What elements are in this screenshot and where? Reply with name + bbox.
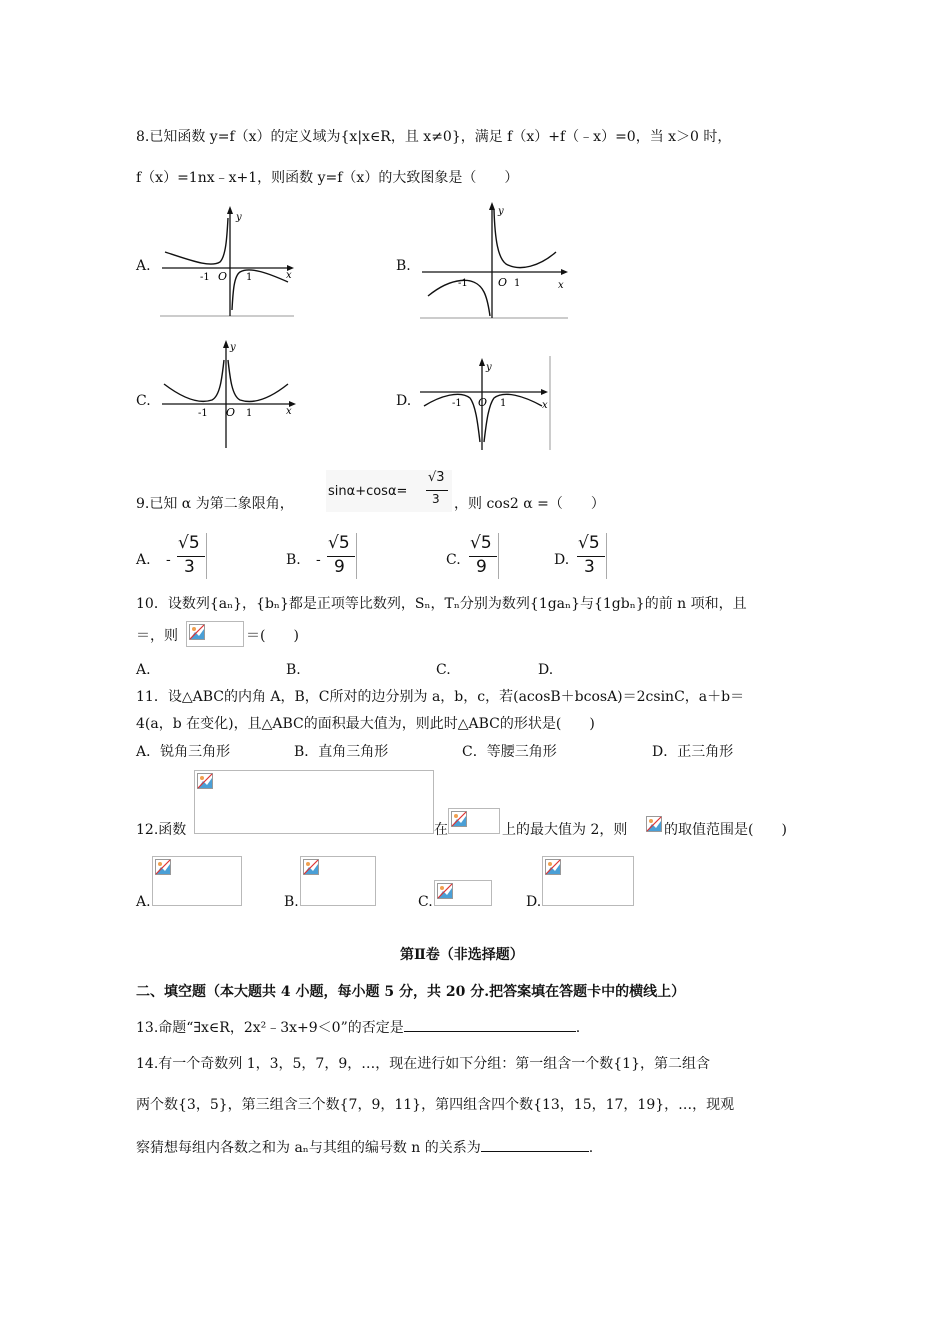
- fraction-numerator: √5: [578, 533, 600, 553]
- q13-text: [136, 1017, 580, 1038]
- q8-option-b-label: B.: [396, 258, 411, 274]
- q10-line2-b: ＝( ): [246, 628, 299, 644]
- q8-option-d-label: D.: [396, 393, 412, 409]
- q11-line2: 4(a，b 在变化)，且△ABC的面积最大值为，则此时△ABC的形状是( ): [136, 716, 595, 732]
- q9-option-d-label: D.: [554, 552, 570, 568]
- q12-option-a-label: A.: [136, 894, 151, 910]
- q8-graph-c: [160, 338, 300, 450]
- tick-neg1: -1: [458, 278, 468, 289]
- q13-end: .: [575, 1020, 581, 1036]
- q8-line2: f（x）=1nx﹣x+1，则函数 y=f（x）的大致图象是（ ）: [136, 170, 519, 186]
- broken-image-icon: [646, 816, 662, 832]
- q14-line3: [136, 1137, 593, 1158]
- fraction-numerator: √5: [470, 533, 492, 553]
- q10-option-a: A.: [136, 662, 151, 678]
- tick-neg1: -1: [200, 272, 210, 283]
- axis-y-label: y: [486, 362, 492, 373]
- axis-y-label: y: [236, 212, 242, 223]
- q9-formula-den: 3: [432, 492, 440, 506]
- q11-option-b: B．直角三角形: [294, 744, 389, 760]
- q12-prefix: 12.函数: [136, 822, 187, 838]
- q12-option-a-image: [152, 856, 242, 906]
- fraction-denominator: 9: [476, 557, 487, 577]
- q9-option-c-fraction: [468, 533, 499, 579]
- broken-image-icon: [451, 811, 467, 827]
- q13-answer-blank[interactable]: [404, 1017, 576, 1032]
- broken-image-icon: [545, 859, 561, 875]
- broken-image-icon: [155, 859, 171, 875]
- q9-formula-num: √3: [428, 470, 445, 485]
- q10-line2-a: ＝，则: [136, 628, 178, 644]
- q12-mid2: 上的最大值为 2，则: [502, 822, 628, 838]
- axis-x-label: x: [286, 270, 292, 281]
- q8-graph-b: [420, 200, 572, 320]
- tick-neg1: -1: [452, 398, 462, 409]
- q12-option-d-label: D.: [526, 894, 542, 910]
- origin-label: O: [478, 396, 488, 409]
- q8-option-a-label: A.: [136, 258, 151, 274]
- q13-question: 13.命题“∃x∈R，2x²﹣3x+9＜0”的否定是: [136, 1020, 404, 1036]
- tick-1: 1: [500, 398, 507, 409]
- q10-line1: 10．设数列{aₙ}，{bₙ}都是正项等比数列，Sₙ，Tₙ分别为数列{1gaₙ}与{1gbₙ}的前 n 项和，且: [136, 596, 747, 612]
- tick-1: 1: [246, 408, 253, 419]
- q10-option-c: C.: [436, 662, 451, 678]
- q12-option-c-label: C.: [418, 894, 433, 910]
- fraction-numerator: √5: [178, 533, 200, 553]
- q9-option-a-sign: -: [166, 552, 171, 568]
- q14-line1: 14.有一个奇数列 1，3，5，7，9，…，现在进行如下分组：第一组含一个数{1}，第二组含: [136, 1056, 710, 1072]
- broken-image-icon: [197, 773, 213, 789]
- tick-1: 1: [514, 278, 521, 289]
- part2-section-heading: 二、填空题（本大题共 4 小题，每小题 5 分，共 20 分.把答案填在答题卡中的横线上）: [136, 984, 686, 1000]
- fraction-denominator: 3: [584, 557, 595, 577]
- broken-image-icon: [303, 859, 319, 875]
- q9-option-d-fraction: [576, 533, 607, 579]
- q9-formula: [326, 470, 452, 512]
- axis-x-label: x: [542, 400, 548, 411]
- q12-option-b-image: [300, 856, 376, 906]
- q8-option-c-label: C.: [136, 393, 151, 409]
- axis-y-label: y: [498, 206, 504, 217]
- origin-label: O: [226, 406, 236, 419]
- q11-option-c: C．等腰三角形: [462, 744, 557, 760]
- q8-graph-d: [420, 356, 556, 452]
- q14-answer-blank[interactable]: [481, 1137, 589, 1152]
- q10-option-b: B.: [286, 662, 301, 678]
- axis-x-label: x: [286, 406, 292, 417]
- q9-option-a-label: A.: [136, 552, 151, 568]
- q12-option-c-image: [434, 880, 492, 906]
- q8-line1: 8.已知函数 y=f（x）的定义域为{x|x∈R，且 x≠0}，满足 f（x）+f（﹣x）=0，当 x＞0 时，: [136, 129, 732, 145]
- q9-option-a-fraction: [176, 533, 207, 579]
- origin-label: O: [498, 276, 508, 289]
- q12-param-image: [646, 816, 664, 836]
- q9-option-b-label: B.: [286, 552, 301, 568]
- fraction-numerator: √5: [328, 533, 350, 553]
- tick-neg1: -1: [198, 408, 208, 419]
- q12-option-d-image: [542, 856, 634, 906]
- q12-option-b-label: B.: [284, 894, 299, 910]
- q11-option-d: D．正三角形: [652, 744, 734, 760]
- q11-line1: 11．设△ABC的内角 A，B，C所对的边分别为 a，b，c，若(acosB＋bcosA)＝2csinC，a＋b＝: [136, 689, 745, 705]
- q9-prefix: 9.已知 α 为第二象限角，: [136, 496, 294, 512]
- fraction-denominator: 3: [184, 557, 195, 577]
- q12-mid1: 在: [434, 822, 448, 838]
- q14-line2: 两个数{3，5}，第三组含三个数{7，9，11}，第四组含四个数{13，15，17，19}，…，现观: [136, 1097, 735, 1113]
- origin-label: O: [218, 270, 228, 283]
- part2-title: 第Ⅱ卷（非选择题）: [400, 947, 524, 963]
- q14-end: .: [588, 1140, 594, 1156]
- q10-broken-image: [186, 621, 244, 647]
- q9-option-c-label: C.: [446, 552, 461, 568]
- q9-option-b-sign: -: [316, 552, 321, 568]
- q12-interval-image: [448, 808, 500, 834]
- q9-option-b-fraction: [326, 533, 357, 579]
- q9-suffix: ，则 cos2 α =（ ）: [454, 496, 605, 512]
- fraction-denominator: 9: [334, 557, 345, 577]
- q9-formula-left: sinα+cosα=: [328, 484, 408, 499]
- broken-image-icon: [437, 883, 453, 899]
- q12-suffix: 的取值范围是( ): [664, 822, 787, 838]
- q12-function-image: [194, 770, 434, 834]
- axis-x-label: x: [558, 280, 564, 291]
- q8-graph-a: [160, 206, 298, 320]
- q11-option-a: A．锐角三角形: [136, 744, 231, 760]
- tick-1: 1: [246, 272, 253, 283]
- broken-image-icon: [189, 624, 205, 640]
- q10-option-d: D.: [538, 662, 554, 678]
- axis-y-label: y: [230, 342, 236, 353]
- q14-question: 察猜想每组内各数之和为 aₙ与其组的编号数 n 的关系为: [136, 1140, 481, 1156]
